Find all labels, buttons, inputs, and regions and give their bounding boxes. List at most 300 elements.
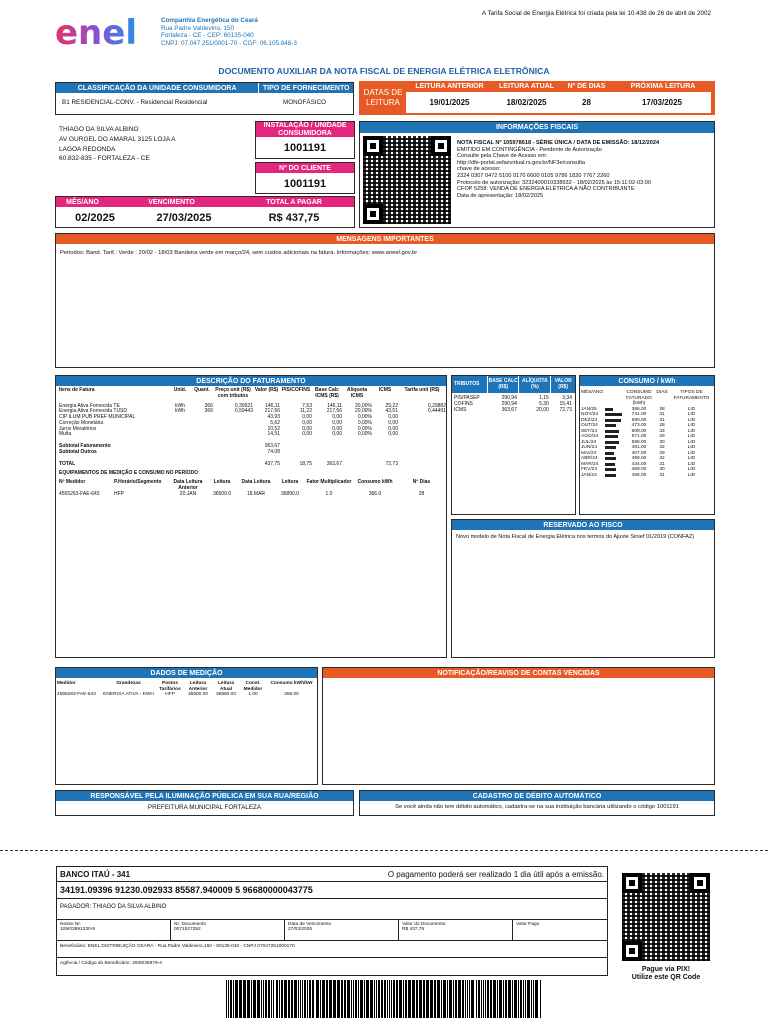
barcode-bar	[316, 980, 319, 1018]
billing-cell: 43,51	[385, 408, 398, 415]
barcode-bar	[434, 980, 436, 1018]
barcode-bar	[276, 980, 278, 1018]
barcode-bar	[381, 980, 383, 1018]
eq-fator: 1.0	[325, 490, 333, 497]
barcode-bar	[426, 980, 429, 1018]
med-col-grandezas: Grandezas	[116, 681, 141, 686]
total-value: R$ 437,75	[268, 212, 320, 224]
billing-box	[55, 375, 447, 658]
barcode-bar	[226, 980, 227, 1018]
valor-pago-label: Valor Pago	[516, 922, 540, 927]
billing-cell: 0,00	[302, 425, 312, 432]
col-unid: Unid.	[173, 387, 187, 393]
billing-cell: 5,62	[270, 419, 280, 426]
classif-value: B1 RESIDENCIAL-CONV. - Residencial Residencial	[62, 99, 208, 106]
barcode-bar	[341, 980, 343, 1018]
barcode-bar	[412, 980, 415, 1018]
barcode-bar	[423, 980, 425, 1018]
barcode-bar	[467, 980, 468, 1018]
barcode-bar	[449, 980, 452, 1018]
billing-cell: 0,00%	[357, 431, 372, 438]
consumo-cell: 29	[659, 450, 665, 456]
billing-cell: 20,00%	[355, 408, 372, 415]
fiscal-header: INFORMAÇÕES FISCAIS	[360, 122, 714, 133]
barcode-bar	[531, 980, 532, 1018]
notificacao-box	[322, 667, 715, 785]
consumo-cell: LID	[687, 445, 696, 451]
tributo-row	[452, 408, 575, 414]
fiscal-l5: chave de acesso:	[457, 166, 501, 173]
barcode-bar	[230, 980, 232, 1018]
consumo-mes: JAN/25	[581, 406, 597, 412]
barcode-bar	[393, 980, 395, 1018]
barcode-bar	[391, 980, 392, 1018]
billing-cell: Multa	[59, 431, 72, 438]
dias-value: 28	[582, 98, 591, 107]
barcode-bar	[329, 980, 332, 1018]
barcode-bar	[443, 980, 446, 1018]
tributo-cell: ICMS	[454, 406, 467, 413]
billing-cell: 0,44491	[427, 408, 446, 415]
valor-doc-value: R$ 437,75	[402, 927, 425, 932]
consumo-mes: NOV/24	[581, 412, 599, 418]
barcode-bar	[263, 980, 264, 1018]
equipamentos-table-header	[56, 480, 446, 492]
subtotal-outros-value: 74,08	[267, 448, 280, 455]
consumo-bar	[605, 435, 618, 438]
barcode-bar	[476, 980, 477, 1018]
leitura-anterior-header: LEITURA ANTERIOR	[415, 83, 484, 90]
billing-cell: 0,00	[388, 425, 398, 432]
consumo-cell: LID	[687, 417, 696, 423]
billing-cell: Correção Monetária	[59, 419, 104, 426]
consumo-cell: LID	[687, 467, 696, 473]
eq-col-leitura-ant: Leitura	[213, 479, 231, 485]
fiscal-qr-code	[363, 136, 451, 224]
leitura-atual-header: LEITURA ATUAL	[499, 83, 554, 90]
reservado-text: Novo modelo de Nota Fiscal de Energia Elétrica nos termos do Ajuste Sinief 01/2019 (CONFAZ)	[456, 534, 695, 540]
barcode-bar	[344, 980, 346, 1018]
barcode-bars	[226, 980, 544, 1018]
beneficiario: Beneficiário: ENEL DISTRIBUIÇÃO CEARÁ - Rua Padre Valdevino,150 - 60135-040 - CNPJ 07047251000170	[57, 941, 607, 958]
consumo-mes: JAN/24	[581, 472, 597, 478]
enel-logo	[55, 14, 145, 50]
med-atual: 36890.00	[215, 692, 236, 698]
barcode-bar	[360, 980, 363, 1018]
consumo-bar	[605, 468, 616, 471]
total-label: TOTAL	[59, 460, 76, 467]
barcode-bar	[497, 980, 498, 1018]
total-header: TOTAL A PAGAR	[266, 198, 322, 206]
med-col-consumo: Consumo kWh/kW	[270, 681, 313, 686]
trib-col-valor: VALOR (R$)	[551, 376, 575, 393]
barcode-bar	[304, 980, 306, 1018]
medicao-header: DADOS DE MEDIÇÃO	[56, 668, 317, 678]
barcode-bar	[416, 980, 418, 1018]
eq-data-ant: 20.JAN	[179, 490, 197, 497]
installation-value: 1001191	[283, 142, 327, 154]
billing-cell: 0,00	[332, 431, 342, 438]
tributo-cell: PIS/PASEP	[454, 395, 480, 401]
billing-cell: 0,00	[302, 414, 312, 420]
consumo-bar	[605, 446, 616, 449]
med-col-anterior: Leitura Anterior	[188, 681, 208, 692]
consumo-cell: LID	[687, 428, 696, 434]
subtotal-faturamento-value: 363,67	[264, 443, 280, 449]
barcode-bar	[322, 980, 325, 1018]
barcode-bar	[364, 980, 365, 1018]
med-col-postos: Postos Tarifários	[159, 681, 181, 692]
valor-doc-label: Valor do Documento	[402, 922, 446, 927]
eq-col-medidor: Nº Medidor	[59, 479, 86, 485]
client-address	[59, 125, 175, 164]
installation-header: INSTALAÇÃO / UNIDADE CONSUMIDORA	[256, 122, 354, 137]
billing-cell: 146,11	[327, 402, 342, 409]
equipamentos-table	[56, 480, 446, 497]
barcode-bar	[514, 980, 517, 1018]
barcode-bar	[533, 980, 534, 1018]
billing-cell: 366	[204, 408, 213, 415]
barcode-bar	[239, 980, 242, 1018]
barcode-bar	[437, 980, 440, 1018]
vencimento-header: VENCIMENTO	[148, 198, 195, 206]
consumo-bar	[605, 408, 613, 411]
eq-col-dias: Nº Dias	[412, 479, 431, 485]
debito-box	[359, 790, 715, 816]
barcode-bar	[300, 980, 301, 1018]
tributo-cell: 3,34	[562, 395, 572, 401]
client-addr3: 60.832-835 - FORTALEZA - CE	[59, 155, 150, 163]
consumo-cell: LID	[687, 456, 696, 462]
fiscal-l3: Consulte pela Chave de Acesso em:	[457, 153, 548, 160]
barcode-bar	[481, 980, 482, 1018]
barcode-bar	[478, 980, 480, 1018]
dias-header: Nº DE DIAS	[567, 83, 606, 90]
barcode-bar	[499, 980, 502, 1018]
barcode-bar	[508, 980, 511, 1018]
vencimento-field-value: 27/03/2025	[288, 927, 313, 932]
tributo-cell: 290,94	[501, 400, 517, 407]
barcode-bar	[518, 980, 519, 1018]
consumo-cell: LID	[687, 406, 696, 412]
consumo-table-header	[580, 390, 714, 407]
barcode-bar	[462, 980, 464, 1018]
barcode-bar	[527, 980, 530, 1018]
barcode-bar	[233, 980, 234, 1018]
billing-cell: Energia Ativa Fornecida TUSD	[59, 408, 127, 415]
consumo-cell: LID	[687, 450, 696, 456]
total-base: 363,67	[326, 460, 342, 467]
barcode-bar	[298, 980, 299, 1018]
nosso-nr-value: 109/03991230-9	[60, 927, 95, 932]
barcode-bar	[355, 980, 357, 1018]
doc-title: DOCUMENTO AUXILIAR DA NOTA FISCAL DE ENERGIA ELÉTRICA ELETRÔNICA	[218, 66, 550, 76]
consumo-cell: 469.00	[631, 467, 647, 473]
barcode-bar	[257, 980, 260, 1018]
cons-col-tipos: TIPOS DE FATURAMENTO	[673, 390, 710, 401]
billing-cell: 146,11	[265, 402, 280, 409]
eq-col-data-ant: Data Leitura Anterior	[173, 479, 203, 491]
client-addr2: LAGOA REDONDA	[59, 145, 116, 153]
installation-box	[255, 121, 355, 159]
barcode-bar	[243, 980, 246, 1018]
barcode-bar	[471, 980, 474, 1018]
client-addr1: AV GURGEL DO AMARAL 3125 LOJA A	[59, 135, 176, 143]
pix-caption	[612, 966, 720, 983]
consumo-cell: LID	[687, 434, 696, 440]
notificacao-header: NOTIFICAÇÃO/REAVISO DE CONTAS VENCIDAS	[323, 668, 714, 678]
eq-phorario: HFP	[114, 490, 124, 497]
trib-col-base: BASE CALC (R$)	[488, 376, 519, 393]
consumo-box	[579, 375, 715, 515]
consumo-bar	[605, 463, 615, 466]
eq-col-consumo: Consumo kWh	[357, 479, 393, 485]
billing-cell: 20,00%	[355, 402, 372, 409]
billing-table-header	[56, 388, 446, 400]
tipo-header: TIPO DE FORNECIMENTO	[258, 83, 353, 93]
billing-cell: 0,00	[332, 425, 342, 432]
billing-header: DESCRIÇÃO DO FATURAMENTO	[56, 376, 446, 386]
col-base: Base Calc ICMS (R$)	[315, 387, 339, 399]
consumo-bar	[605, 419, 621, 422]
boleto-box	[56, 866, 608, 976]
tributo-cell: 15,41	[559, 400, 572, 407]
barcode-bar	[253, 980, 256, 1018]
col-itens: Itens de Fatura	[59, 387, 95, 393]
barcode-bar	[288, 980, 290, 1018]
cut-line	[0, 850, 768, 851]
barcode-bar	[465, 980, 466, 1018]
barcode-bar	[396, 980, 398, 1018]
billing-cell: Energia Ativa Fornecida TE	[59, 402, 120, 409]
billing-cell: 366	[204, 402, 213, 409]
med-grandezas: ENERGIA ATIVA - KWH	[103, 692, 154, 698]
consumo-bar	[605, 441, 619, 444]
barcode-bar	[378, 980, 380, 1018]
billing-cell: 10,52	[267, 425, 280, 432]
iluminacao-box	[55, 790, 354, 816]
billing-cell: kWh	[175, 408, 185, 415]
nr-doc-value: 0071527352	[174, 927, 201, 932]
med-col-atual: Leitura Atual	[218, 681, 234, 692]
billing-cell: 217,56	[264, 408, 280, 415]
fiscal-info-box	[359, 121, 715, 228]
billing-cell: 0,00	[388, 431, 398, 438]
consumo-cell: 33	[659, 428, 665, 434]
barcode-bar	[430, 980, 433, 1018]
med-col-medidor: Medidor	[57, 681, 76, 686]
col-valor: Valor (R$)	[254, 387, 279, 393]
col-pis: PIS/COFINS	[281, 387, 311, 393]
consumo-mes: MAR/24	[581, 461, 599, 467]
medicao-table-header	[56, 681, 317, 692]
barcode-bar	[337, 980, 340, 1018]
barcode-bar	[251, 980, 252, 1018]
barcode-bar	[268, 980, 270, 1018]
consumo-bar	[605, 430, 619, 433]
tipo-value: MONOFÁSICO	[282, 99, 327, 106]
barcode-bar	[540, 980, 541, 1018]
consumo-cell: 690.00	[631, 417, 647, 423]
tributo-cell: COFINS	[454, 400, 473, 407]
consumo-cell: 28	[659, 423, 665, 429]
nr-doc-field	[171, 920, 285, 940]
consumo-mes: FEV/24	[581, 467, 597, 473]
eq-leitura: 36890.0	[280, 490, 300, 497]
consumo-cell: LID	[687, 461, 696, 467]
consumo-cell: 31	[659, 472, 665, 478]
eq-dias: 28	[418, 490, 425, 497]
barcode-bar	[399, 980, 402, 1018]
consumo-mes: SET/24	[581, 428, 597, 434]
barcode-bar	[384, 980, 386, 1018]
barcode-bar	[271, 980, 272, 1018]
consumo-mes: DEZ/24	[581, 417, 598, 423]
classif-header: CLASSIFICAÇÃO DA UNIDADE CONSUMIDORA	[56, 83, 258, 93]
pix-qr-code[interactable]	[622, 873, 710, 961]
barcode-bar	[376, 980, 377, 1018]
consumo-mes: MAI/24	[581, 450, 597, 456]
barcode-bar	[265, 980, 267, 1018]
barcode-bar	[441, 980, 442, 1018]
consumo-bar	[605, 457, 616, 460]
iluminacao-value: PREFEITURA MUNICIPAL FORTALEZA	[147, 804, 262, 811]
debito-value: Se você ainda não tem débito automático, cadastra-se na sua instituição bancária utilizando o código 1001191	[395, 804, 679, 810]
consumo-table	[580, 390, 714, 478]
leitura-anterior-value: 19/01/2025	[429, 98, 470, 107]
proxima-header: PRÓXIMA LEITURA	[630, 83, 696, 90]
fiscal-l8: CFOP 5258: VENDA DE ENERGIA ELÉTRICA A NÃO CONTRIBUINTE	[457, 186, 635, 193]
barcode-bar	[228, 980, 229, 1018]
pay-note: O pagamento poderá ser realizado 1 dia útil após a emissão.	[387, 869, 604, 879]
barcode-bar	[353, 980, 354, 1018]
barcode-bar	[485, 980, 486, 1018]
billing-cell: 43,93	[267, 414, 280, 420]
consumo-cell: LID	[687, 423, 696, 429]
med-const: 1.00	[248, 692, 258, 698]
barcode-bar	[483, 980, 484, 1018]
eq-col-phorario: P.Horário/Segmento	[114, 479, 162, 485]
billing-cell: 0,29882	[427, 402, 446, 409]
vencimento-label: Data de Vencimento	[288, 922, 332, 927]
barcode-bar	[284, 980, 287, 1018]
iluminacao-header: RESPONSÁVEL PELA ILUMINAÇÃO PÚBLICA EM SUA RUA/REGIÃO	[56, 791, 353, 801]
barcode-bar	[490, 980, 492, 1018]
consumo-cell: 499.00	[631, 456, 647, 462]
barcode-bar	[312, 980, 314, 1018]
consumo-bar	[605, 474, 616, 477]
barcode-bar	[273, 980, 274, 1018]
consumo-cell: 28	[659, 406, 665, 412]
barcode-bar	[374, 980, 375, 1018]
barcode-bar	[366, 980, 369, 1018]
barcode	[226, 980, 544, 1018]
billing-cell: 0,59443	[234, 408, 253, 415]
agencia: Agência / Código do Beneficiário: 2938/35879-4	[60, 961, 162, 966]
reservado-header: RESERVADO AO FISCO	[452, 520, 714, 530]
consumo-cell: 31	[659, 412, 665, 418]
barcode-bar	[405, 980, 407, 1018]
col-aliquota: Alíquota ICMS	[347, 387, 367, 399]
barcode-bar	[370, 980, 373, 1018]
eq-medidor: 4565263-FAE-643	[59, 490, 100, 497]
billing-cell: CIP ILUM PUB PREF MUNICIPAL	[59, 414, 136, 420]
med-postos: HFP	[165, 692, 175, 698]
billing-cell: 0,00%	[357, 425, 372, 432]
linha-digitavel[interactable]: 34191.09396 91230.092933 85587.940009 5 96680000043775	[57, 882, 607, 899]
consumo-mes: ABR/24	[581, 456, 598, 462]
barcode-bar	[469, 980, 470, 1018]
consumo-cell: 32	[659, 456, 665, 462]
med-col-const: Const. Medidor	[243, 681, 263, 692]
vencimento-value: 27/03/2025	[156, 212, 212, 224]
barcode-bar	[309, 980, 311, 1018]
consumo-cell: 30	[659, 439, 665, 445]
eq-consumo: 366.0	[368, 490, 382, 497]
company-cnpj: CNPJ: 07.047.251/0001-70 - CGF: 06.105.848-3	[161, 40, 297, 48]
billing-cell: 0,00	[388, 419, 398, 426]
consumo-cell: 741.00	[631, 412, 647, 418]
mes-header: MÊS/ANO	[66, 198, 99, 206]
fiscal-text	[457, 140, 712, 199]
nosso-nr-field	[57, 920, 171, 940]
consumo-cell: 481.00	[631, 445, 647, 451]
billing-cell: 0,00%	[357, 414, 372, 420]
tributos-header	[452, 376, 575, 393]
messages-text: Periodos: Band. Tarif.: Verde : 20/02 - 18/03 Bandeira verde em março/24, sem custos adicionais na fatura. Informações: www.aneel.gov.br	[60, 250, 418, 256]
barcode-bar	[419, 980, 422, 1018]
barcode-bar	[523, 980, 524, 1018]
client-number-box	[255, 162, 355, 194]
billing-cell: 0,00	[332, 419, 342, 426]
pix-line1: Pague via PIX!	[641, 966, 691, 973]
messages-box	[55, 233, 715, 368]
consumo-header: CONSUMO / kWh	[580, 376, 714, 386]
pagador: PAGADOR: THIAGO DA SILVA ALBINO	[57, 899, 607, 920]
consumo-mes: OUT/24	[581, 423, 598, 429]
barcode-bar	[351, 980, 352, 1018]
consumo-cell: 571.00	[631, 434, 647, 440]
company-name: Companhia Energética do Ceará	[161, 17, 258, 24]
company-addr2: Fortaleza - CE - CEP: 60135-040	[161, 32, 254, 40]
proxima-value: 17/03/2025	[641, 98, 683, 107]
consumo-row	[580, 473, 714, 479]
consumo-mes: JUN/24	[581, 445, 597, 451]
consumo-cell: 407.00	[631, 450, 647, 456]
tributo-cell: 290,94	[501, 395, 517, 401]
pix-line2: Utilize este QR Code	[631, 974, 701, 982]
consumo-cell: 31	[659, 417, 665, 423]
consumo-cell: 434.00	[631, 461, 647, 467]
trib-col-tributos: TRIBUTOS	[454, 380, 480, 387]
consumo-cell: 485.00	[631, 472, 647, 478]
barcode-bar	[261, 980, 262, 1018]
eq-col-fator: Fator Multiplicador	[306, 479, 352, 485]
consumo-cell: 473.00	[631, 423, 647, 429]
eq-col-data: Data Leitura	[241, 479, 271, 485]
barcode-bar	[235, 980, 238, 1018]
billing-cell: 14,51	[267, 431, 280, 438]
datas-leitura-box	[359, 81, 715, 115]
barcode-bar	[403, 980, 404, 1018]
consumo-mes: JUL/24	[581, 439, 597, 445]
consumo-cell: 31	[659, 461, 665, 467]
barcode-bar	[387, 980, 388, 1018]
billing-cell: Juros Moratórios	[59, 425, 97, 432]
medicao-row	[56, 692, 317, 698]
classification-box	[55, 82, 354, 115]
equipamentos-header: EQUIPAMENTOS DE MEDIÇÃO E CONSUMO NO PERÍODO	[59, 470, 198, 477]
